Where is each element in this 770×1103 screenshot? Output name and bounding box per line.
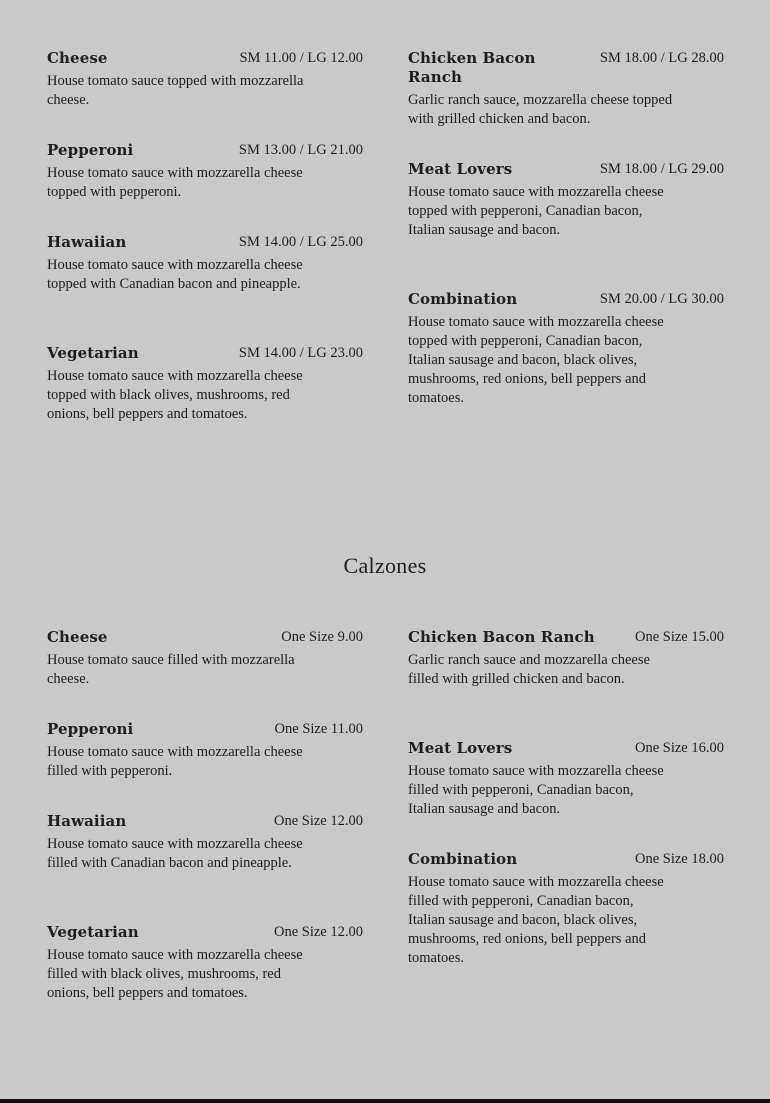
item-name: Pepperoni [47, 720, 134, 738]
item-name: Vegetarian [47, 344, 139, 362]
item-name: Pepperoni [47, 141, 134, 159]
item-description: House tomato sauce topped with mozzarella cheese. [47, 73, 304, 108]
item-description: House tomato sauce with mozzarella cheese filled with black olives, mushrooms, red onions, bell peppers and tomatoes. [47, 947, 303, 1001]
item-name: Chicken Bacon Ranch [408, 628, 595, 646]
item-description: House tomato sauce with mozzarella cheese topped with black olives, mushrooms, red onions, bell peppers and tomatoes. [47, 368, 303, 422]
section-title-calzones: Calzones [343, 553, 427, 578]
item-description: House tomato sauce with mozzarella cheese filled with pepperoni, Canadian bacon, Italian sausage and bacon, black olives, mushrooms, red onions, bell peppers and tomatoes. [408, 874, 664, 966]
item-description: House tomato sauce with mozzarella cheese topped with Canadian bacon and pineapple. [47, 257, 303, 292]
item-name: Meat Lovers [408, 160, 513, 178]
item-name: Combination [408, 850, 518, 868]
item-price: One Size 18.00 [635, 851, 724, 867]
item-price: One Size 12.00 [274, 813, 363, 829]
item-description: House tomato sauce with mozzarella cheese filled with pepperoni. [47, 744, 303, 779]
item-description: House tomato sauce with mozzarella cheese topped with pepperoni. [47, 165, 303, 200]
item-price: One Size 15.00 [635, 629, 724, 645]
item-name: Meat Lovers [408, 739, 513, 757]
item-name: Combination [408, 290, 518, 308]
item-description: House tomato sauce with mozzarella cheese topped with pepperoni, Canadian bacon, Italian sausage and bacon. [408, 184, 664, 238]
item-price: One Size 16.00 [635, 740, 724, 756]
item-description: House tomato sauce with mozzarella cheese filled with Canadian bacon and pineapple. [47, 836, 303, 871]
item-price: One Size 11.00 [274, 721, 363, 737]
item-price: SM 11.00 / LG 12.00 [239, 50, 363, 66]
item-price: SM 18.00 / LG 29.00 [599, 161, 724, 177]
item-name: Cheese [47, 628, 108, 646]
item-name: Cheese [47, 49, 108, 67]
item-price: One Size 9.00 [281, 629, 363, 645]
item-price: SM 18.00 / LG 28.00 [599, 50, 724, 66]
item-description: Garlic ranch sauce, mozzarella cheese topped with grilled chicken and bacon. [408, 92, 673, 127]
item-price: SM 13.00 / LG 21.00 [238, 142, 363, 158]
item-name: Chicken Bacon Ranch [408, 49, 536, 86]
bottom-divider [0, 1099, 770, 1103]
item-description: House tomato sauce filled with mozzarella cheese. [47, 652, 295, 687]
item-name: Vegetarian [47, 923, 139, 941]
item-name: Hawaiian [47, 812, 127, 830]
item-description: House tomato sauce with mozzarella cheese topped with pepperoni, Canadian bacon, Italian sausage and bacon, black olives, mushrooms, red onions, bell peppers and tomatoes. [408, 314, 664, 406]
item-price: SM 20.00 / LG 30.00 [599, 291, 724, 307]
item-price: One Size 12.00 [274, 924, 363, 940]
item-price: SM 14.00 / LG 23.00 [238, 345, 363, 361]
item-name: Hawaiian [47, 233, 127, 251]
item-description: Garlic ranch sauce and mozzarella cheese filled with grilled chicken and bacon. [408, 652, 650, 687]
item-description: House tomato sauce with mozzarella cheese filled with pepperoni, Canadian bacon, Italian sausage and bacon. [408, 763, 664, 817]
item-price: SM 14.00 / LG 25.00 [238, 234, 363, 250]
